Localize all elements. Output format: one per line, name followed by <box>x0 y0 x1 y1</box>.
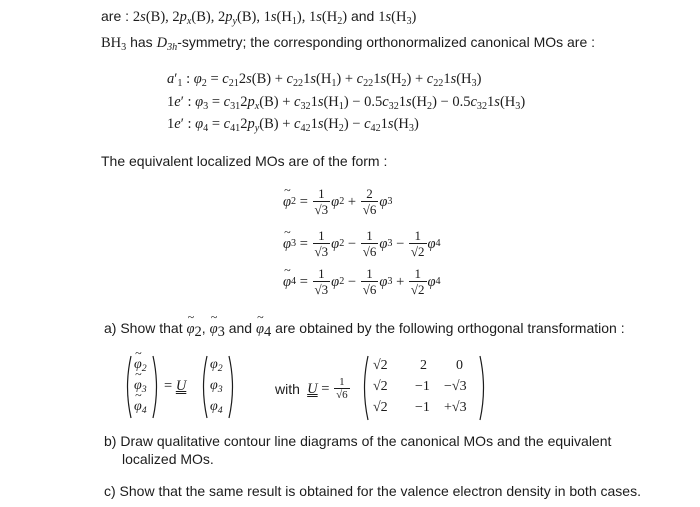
localized-mo-3: ~ φ 3 = $\frac{1}{√3}$ φ 2 − $\frac{1}{√6}$ φ 3 − $\frac{1}{√2}$ φ 4 <box>283 228 441 260</box>
d3h-symbol: $D_{3h}$ <box>156 35 178 53</box>
canonical-mo-2: 1e′ : $\varphi_3 = c_{31}2p_x(B) + c_{32}1s(H_1) - 0.5c_{32}1s(H_2) - 0.5c_{32}1s(H_3)$ <box>167 94 526 112</box>
intro-line-1 <box>101 8 416 26</box>
orbital-last: $1s(H_3)$ <box>378 9 417 27</box>
orbital-list: 2s(B), $2p_x(B)$, $2p_y(B)$, $1s(H_1)$, $1s(H_2)$ <box>132 9 348 27</box>
bh3-formula: $BH_3$ <box>101 35 127 53</box>
intro-and: and <box>347 8 379 24</box>
localized-mo-2: ~ φ 2 = $\frac{1}{√3}$ φ 2 + $\frac{2}{√6}$ φ 3 <box>283 186 392 218</box>
matrix-cell: √2 <box>373 358 388 373</box>
matrix-cell: √2 <box>373 379 388 394</box>
matrix-cell: 2 <box>420 358 427 373</box>
matrix-cell: −√3 <box>444 379 467 394</box>
localized-mo-4: ~ φ 4 = $\frac{1}{√3}$ φ 2 − $\frac{1}{√6}$ φ 3 + $\frac{1}{√2}$ φ 4 <box>283 266 441 298</box>
symmetry-text: -symmetry; the corresponding orthonormalized canonical MOs are : <box>177 34 596 50</box>
question-a: a) Show that ~ $\varphi_2$, ~ $\varphi_3$ and ~ $\varphi_4$ are obtained by the following orthogonal transformation : <box>104 320 625 338</box>
transform-definition: with U = $\frac{1}{√6}$ <box>275 376 348 401</box>
localized-heading: The equivalent localized MOs are of the form : <box>101 153 388 169</box>
transformation-matrix <box>360 354 488 422</box>
question-b-line-1: b) Draw qualitative contour line diagrams of the canonical MOs and the equivalent <box>104 433 612 449</box>
equals-U: = U <box>164 378 187 394</box>
intro-line-2: $BH_3$ has $D_{3h}$-symmetry; the corresponding orthonormalized canonical MOs are : <box>101 34 596 53</box>
localized-vector: ~ $\varphi_2$ ~ $\varphi_3$ ~ $\varphi_4$ <box>123 354 161 420</box>
matrix-cell: √2 <box>373 400 388 415</box>
question-c: c) Show that the same result is obtained for the valence electron density in both cases. <box>104 483 641 499</box>
intro-prefix: are : <box>101 8 133 24</box>
canonical-mo-1: $a'_1$ : $\varphi_2 = c_{21}2s(B) + c_{22}1s(H_1) + c_{22}1s(H_2) + c_{22}1s(H_3)$ <box>167 71 482 89</box>
matrix-cell: +√3 <box>444 400 467 415</box>
question-b-line-2: localized MOs. <box>122 451 214 467</box>
canonical-vector: $\varphi_2$ $\varphi_3$ $\varphi_4$ <box>199 354 237 420</box>
canonical-mo-3: 1e′ : $\varphi_4 = c_{41}2p_y(B) + c_{42}1s(H_2) - c_{42}1s(H_3)$ <box>167 116 419 134</box>
matrix-cell: −1 <box>415 400 430 415</box>
matrix-cell: 0 <box>456 358 463 373</box>
matrix-cell: −1 <box>415 379 430 394</box>
